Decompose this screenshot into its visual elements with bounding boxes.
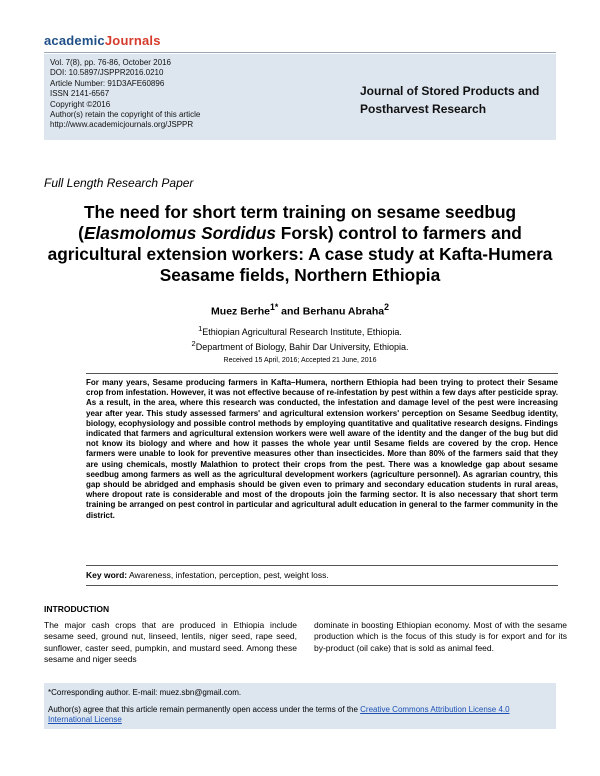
meta-copyright: Copyright ©2016: [50, 99, 111, 109]
paper-title: [40, 202, 560, 286]
license-note: [48, 705, 553, 726]
author-2-sup: 2: [384, 302, 389, 312]
journal-name-line1: Journal of Stored Products and: [360, 84, 540, 98]
introduction-heading: INTRODUCTION: [44, 604, 110, 614]
journal-name: [360, 82, 539, 118]
logo-academic: academic: [44, 33, 105, 48]
journal-logo: [44, 33, 161, 48]
introduction-column-left: The major cash crops that are produced in Ethiopia include sesame seed, ground nut, linseed, lentils, niger seed, rape seed, sunflower, caster seed, pumpkin, and mustard seed. Among these sesame and niger seeds: [44, 620, 297, 665]
author-1-sup: 1*: [269, 302, 279, 312]
affiliation-1-sup: 1: [198, 324, 203, 333]
paper-type: Full Length Research Paper: [44, 176, 194, 190]
corresponding-author: *Corresponding author. E-mail: muez.sbn@gmail.com.: [48, 688, 242, 697]
affiliation-2-sup: 2: [191, 339, 196, 348]
journal-name-line2: Postharvest Research: [360, 102, 487, 116]
keywords-label: Key word:: [86, 570, 128, 580]
meta-doi: DOI: 10.5897/JSPPR2016.0210: [50, 68, 164, 78]
author-1: Muez Berhe: [211, 305, 270, 318]
meta-url[interactable]: http://www.academicjournals.org/JSPPR: [50, 120, 194, 130]
keywords-text: Awareness, infestation, perception, pest, weight loss.: [127, 570, 329, 580]
logo-journals: Journals: [104, 33, 161, 48]
title-species: Elasmolomus Sordidus: [83, 223, 276, 243]
meta-volume: Vol. 7(8), pp. 76-86, October 2016: [50, 58, 171, 67]
article-metadata: [50, 58, 200, 131]
keywords-rule: [86, 585, 558, 586]
affiliations: [0, 323, 600, 353]
received-dates: Received 15 April, 2016; Accepted 21 June, 2016: [223, 357, 377, 364]
introduction-column-right: dominate in boosting Ethiopian economy. Most of with the sesame production which is the focus of this study is for export and for its by-product (oil cake) that is sold as animal feed.: [314, 620, 567, 653]
affiliation-2: [0, 338, 600, 353]
header-rule: [44, 52, 556, 53]
author-2: Berhanu Abraha: [302, 305, 385, 318]
license-text: Author(s) agree that this article remain permanently open access under the terms of the: [48, 705, 361, 714]
affiliation-1-text: Ethiopian Agricultural Research Institute, Ethiopia.: [202, 327, 402, 337]
author-list: [0, 302, 600, 318]
title-part2: Forsk) control to farmers and agricultural extension workers: A case study at Kafta-Humera Seasame fields, Northern Ethiopia: [47, 223, 553, 285]
license-link[interactable]: Creative Commons Attribution License 4.0 International License: [48, 705, 510, 725]
keywords: [86, 570, 558, 580]
abstract-top-rule: [86, 373, 558, 374]
affiliation-2-text: Department of Biology, Bahir Dar University, Ethiopia.: [195, 342, 409, 352]
abstract: For many years, Sesame producing farmers in Kafta–Humera, northern Ethiopia had been trying to protect their Sesame crop from infestation. However, it was not effective because of re-infestation by pest within a few days after pesticide spray. As a result, in the area, where this research was conducted, the infestation and damage level of the pest were increasing year after year. This study assessed farmers' and agricultural extension workers' perception on Sesame Seedbug identity, biology, ecophysiology and possible control methods by employing quantitative and qualitative research designs. Findings indicated that farmers and agricultural extension workers were well aware of the identity and the danger of the bug but did not know its biology and where and how it passes the whole year until Sesame fields are covered by the crop. Hence farmers were unable to look for preventive measures other than insecticides. More than 80% of the farmers said that they are using chemicals, mostly Malathion to protect their crops from the pest. There was a knowledge gap about sesame seedbug among farmers as well as the agricultural development workers (agriculture personnel). As agrarian country, this gap should be abridged and emphasis should be given even to primary and secondary education students in rural areas, where dropout rate is considerable and most of the dropouts join the farming sector. It is also necessary that short term training be arranged on pest control in particular and agricultural adult education in general to the farmer community in the district.: [86, 378, 558, 520]
affiliation-1: [0, 323, 600, 338]
meta-issn: ISSN 2141-6567: [50, 89, 110, 99]
meta-rights: Author(s) retain the copyright of this article: [50, 110, 201, 120]
meta-article-number: Article Number: 91D3AFE60896: [50, 78, 165, 88]
abstract-bottom-rule: [86, 565, 558, 566]
title-part1: The need for short term training on sesame seedbug (: [78, 202, 517, 243]
author-and: and: [278, 305, 303, 318]
